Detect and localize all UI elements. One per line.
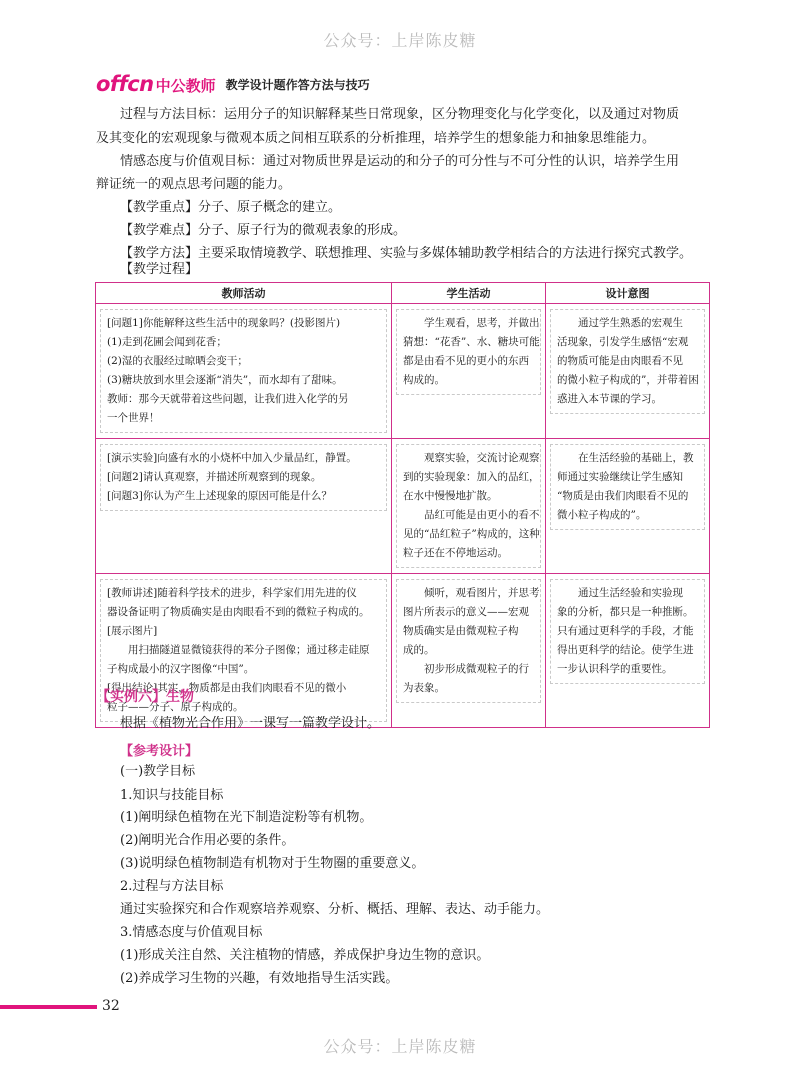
- cell-line: 通过学生熟悉的宏观生: [578, 317, 683, 329]
- design-line: (1)形成关注自然、关注植物的情感，养成保护身边生物的意识。: [120, 948, 490, 963]
- cell-line: 倾听，观看图片，并思考: [424, 587, 540, 599]
- teaching-method: 【教学方法】主要采取情境教学、联想推理、实验与多媒体辅助教学相结合的方法进行探究式教学。: [120, 246, 693, 261]
- dashed-box: [396, 444, 541, 568]
- design-line: (1)阐明绿色植物在光下制造淀粉等有机物。: [120, 810, 373, 825]
- cell-line: 猜想：“花香”、水、糖块可能: [403, 336, 540, 348]
- cell-line: 一个世界！: [107, 412, 160, 424]
- emotion-line-2: 辩证统一的观点思考问题的能力。: [96, 177, 292, 192]
- table-header-row: [96, 283, 710, 304]
- cell-line: [得出结论]其实，物质都是由我们肉眼看不见的微小: [107, 682, 347, 694]
- emotion-line-1: 情感态度与价值观目标：通过对物质世界是运动的和分子的可分性与不可分性的认识，培养学生用: [120, 154, 680, 169]
- design-line: 2.过程与方法目标: [120, 879, 224, 894]
- cell-line: 教师：那今天就带着这些问题，让我们进入化学的另: [107, 393, 349, 405]
- process-method-line-1: 过程与方法目标：运用分子的知识解释某些日常现象，区分物理变化与化学变化，以及通过对物质: [120, 107, 680, 122]
- design-line: (3)说明绿色植物制造有机物对于生物圈的重要意义。: [120, 856, 425, 871]
- dashed-box: [550, 444, 705, 530]
- dashed-box: [100, 444, 387, 511]
- design-line: (2)阐明光合作用必要的条件。: [120, 833, 295, 848]
- example6-task: 根据《植物光合作用》一课写一篇教学设计。: [120, 716, 381, 731]
- header-intent: 设计意图: [546, 283, 710, 304]
- cell-line: 一步认识科学的重要性。: [557, 663, 673, 675]
- cell-line: 物质确实是由微观粒子构: [403, 625, 519, 637]
- watermark-bottom: 公众号：上岸陈皮糖: [323, 1037, 477, 1056]
- design-line: (2)养成学习生物的兴趣，有效地指导生活实践。: [120, 971, 399, 986]
- intent-cell: [546, 304, 710, 439]
- cell-line: 只有通过更科学的手段，才能: [557, 625, 694, 637]
- cell-line: (1)走到花圃会闻到花香；: [107, 336, 227, 348]
- header-teacher: 教师活动: [96, 283, 392, 304]
- cell-line: 得出更科学的结论。使学生进: [557, 644, 694, 656]
- cell-line: [问题3]你认为产生上述现象的原因可能是什么？: [107, 490, 332, 502]
- cell-line: 在生活经验的基础上，教: [578, 452, 694, 464]
- dashed-box: [396, 579, 541, 703]
- cell-line: 在水中慢慢地扩散。: [403, 490, 498, 502]
- page-header: [96, 73, 370, 95]
- cell-line: [演示实验]向盛有水的小烧杯中加入少量品红，静置。: [107, 452, 357, 464]
- dashed-box: [550, 579, 705, 684]
- cell-line: 器设备证明了物质确实是由肉眼看不到的微粒子构成的。: [107, 606, 370, 618]
- teaching-key-point: 【教学重点】分子、原子概念的建立。: [120, 200, 342, 215]
- cell-line: 粒子还在不停地运动。: [403, 547, 508, 559]
- header-title: 教学设计题作答方法与技巧: [225, 77, 370, 92]
- cell-line: [展示图片]: [107, 625, 158, 637]
- design-line: 3.情感态度与价值观目标: [120, 925, 263, 940]
- cell-line: 为表象。: [403, 682, 445, 694]
- logo-cn: 中公教师: [155, 77, 216, 95]
- cell-line: 通过生活经验和实验现: [578, 587, 683, 599]
- student-cell: [392, 304, 546, 439]
- cell-line: 微小粒子构成的”。: [557, 509, 647, 521]
- brand-logo: [96, 72, 216, 96]
- student-cell: [392, 439, 546, 574]
- cell-line: 成的。: [403, 644, 435, 656]
- process-method-line-2: 及其变化的宏观现象与微观本质之间相互联系的分析推理，培养学生的想象能力和抽象思维能力。: [96, 131, 656, 146]
- header-student: 学生活动: [392, 283, 546, 304]
- cell-line: 师通过实验继续让学生感知: [557, 471, 683, 483]
- table-row: [96, 439, 710, 574]
- design-line: 通过实验探究和合作观察培养观察、分析、概括、理解、表达、动手能力。: [120, 902, 550, 917]
- cell-line: 的物质可能是由肉眼看不见: [557, 355, 683, 367]
- intent-cell: [546, 439, 710, 574]
- teaching-process-label: 【教学过程】: [120, 262, 199, 277]
- design-line: 1.知识与技能目标: [120, 788, 224, 803]
- cell-line: 用扫描隧道显微镜获得的苯分子图像；通过移走硅原: [128, 644, 370, 656]
- example6-heading: 【实例六】生物: [96, 689, 194, 705]
- cell-line: 子构成最小的汉字图像“中国”。: [107, 663, 255, 675]
- cell-line: (2)湿的衣服经过晾晒会变干；: [107, 355, 248, 367]
- watermark-top: 公众号：上岸陈皮糖: [323, 31, 477, 50]
- intent-cell: [546, 574, 710, 728]
- cell-line: 观察实验，交流讨论观察: [424, 452, 540, 464]
- cell-line: 到的实验现象：加入的品红，: [403, 471, 540, 483]
- cell-line: 品红可能是由更小的看不: [424, 509, 540, 521]
- reference-design-label: 【参考设计】: [120, 744, 199, 759]
- logo-en: offcn: [96, 72, 154, 96]
- cell-line: 都是由看不见的更小的东西: [403, 355, 529, 367]
- cell-line: “物质是由我们肉眼看不见的: [557, 490, 689, 502]
- teaching-difficulty: 【教学难点】分子、原子行为的微观表象的形成。: [120, 223, 407, 238]
- cell-line: 初步形成微观粒子的行: [424, 663, 529, 675]
- table-row: [96, 304, 710, 439]
- dashed-box: [396, 309, 541, 395]
- design-line: (一)教学目标: [120, 764, 196, 779]
- lesson-table: [95, 282, 710, 728]
- cell-line: [问题1]你能解释这些生活中的现象吗？(投影图片): [107, 317, 341, 329]
- cell-line: 粒子——分子、原子构成的。: [107, 701, 244, 713]
- cell-line: 惑进入本节课的学习。: [557, 393, 662, 405]
- cell-line: 象的分析，都只是一种推断。: [557, 606, 694, 618]
- cell-line: (3)糖块放到水里会逐渐“消失”，而水却有了甜味。: [107, 374, 343, 386]
- cell-line: [教师讲述]随着科学技术的进步，科学家们用先进的仪: [107, 587, 357, 599]
- dashed-box: [550, 309, 705, 414]
- cell-line: [问题2]请认真观察，并描述所观察到的现象。: [107, 471, 322, 483]
- dashed-box: [100, 309, 387, 433]
- cell-line: 活现象，引发学生感悟“宏观: [557, 336, 689, 348]
- cell-line: 构成的。: [403, 374, 445, 386]
- student-cell: [392, 574, 546, 728]
- cell-line: 学生观看，思考，并做出: [424, 317, 540, 329]
- cell-line: 的微小粒子构成的”，并带着困: [557, 374, 699, 386]
- teacher-cell: [96, 304, 392, 439]
- teacher-cell: [96, 439, 392, 574]
- footer-accent-bar: [0, 1005, 97, 1009]
- cell-line: 见的“品红粒子”构成的，这种: [403, 528, 540, 540]
- page-number: 32: [102, 998, 120, 1014]
- cell-line: 图片所表示的意义——宏观: [403, 606, 529, 618]
